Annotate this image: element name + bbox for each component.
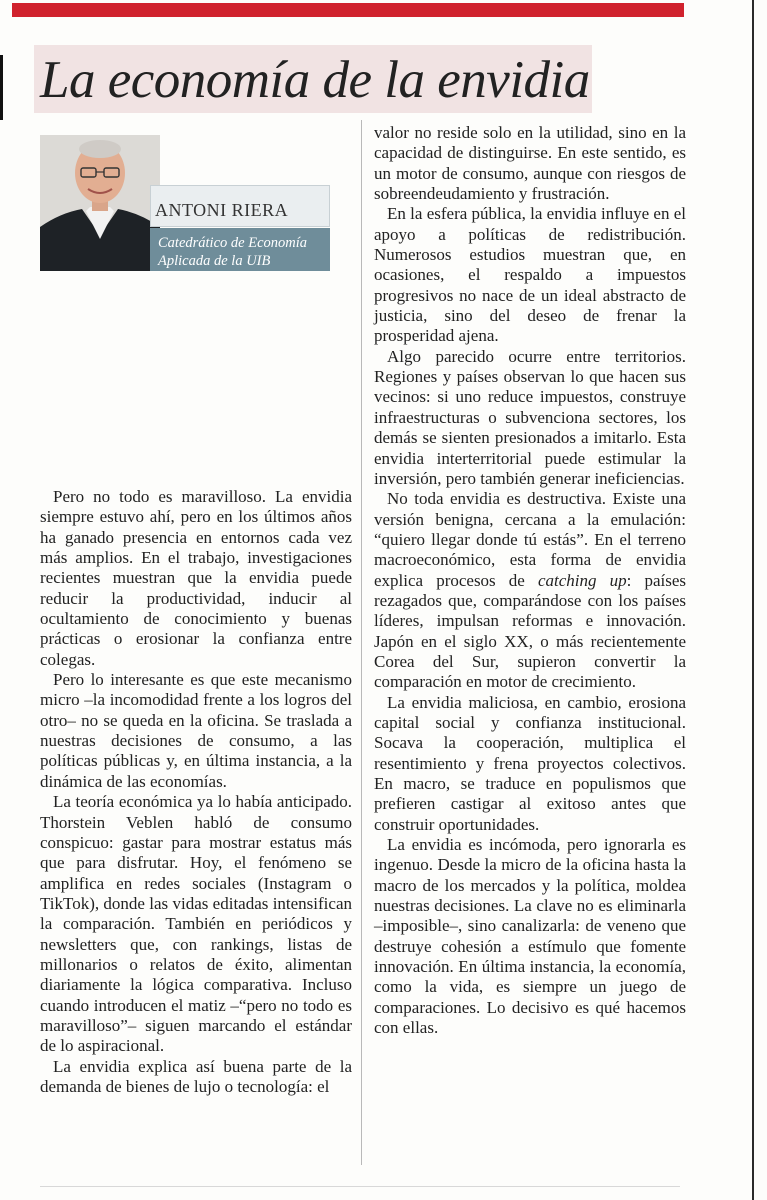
column-divider (361, 120, 362, 1165)
paragraph: La envidia explica así buena parte de la demanda de bienes de lujo o tecnología: el (40, 1056, 352, 1096)
author-role: Catedrático de Economía Aplicada de la UIB (158, 235, 308, 269)
paragraph: Pero lo interesante es que este mecanismo micro –la incomodidad frente a los logros del otro– no se queda en la oficina. Se traslada a nuestras decisiones de consumo, a las políticas públicas y, en última instancia, a la dinámica de las economías. (40, 670, 352, 791)
paragraph-benign-envy (374, 489, 686, 692)
author-photo (40, 135, 160, 271)
paragraph: La envidia maliciosa, en cambio, erosiona capital social y confianza institucional. Socava la cooperación, multiplica el resentimiento y frena proyectos colectivos. En macro, se traduce en populismos que prefieren castigar al exitoso antes que construir oportunidades. (374, 692, 686, 834)
paragraph: Algo parecido ocurre entre territorios. Regiones y países observan lo que hacen sus vecinos: si uno reduce impuestos, construye infraestructuras o subvenciona sectores, los demás se sienten presionados a imitarlo. Esta envidia interterritorial puede estimular la inversión, pero también generar ineficiencias. (374, 346, 686, 488)
paragraph: Pero no todo es maravilloso. La envidia siempre estuvo ahí, pero en los últimos años ha ganado presencia en entornos cada vez más amplios. En el trabajo, investigaciones recientes muestran que la envidia puede reducir la productividad, inducir al ocultamiento de conocimiento y buenas prácticas o erosionar la confianza entre colegas. (40, 487, 352, 669)
paragraph-text: No toda envidia es destructiva. Existe una versión benigna, cercana a la emulación: “quiero llegar donde tú estás”. En el terreno macroeconómico, esta forma de envidia explica procesos de (374, 489, 686, 590)
right-column (374, 123, 686, 1038)
page-fold-line (752, 0, 754, 1200)
paragraph: La teoría económica ya lo había anticipado. Thorstein Veblen habló de consumo conspicuo: gastar para mostrar estatus más que para disfrutar. Hoy, el fenómeno se amplifica en redes sociales (Instagram o TikTok), donde las vidas editadas intensifican la comparación. También en periódicos y newsletters que, con rankings, listas de millonarios o relatos de éxito, alimentan diariamente la lógica comparativa. Incluso cuando introducen el matiz –“pero no todo es maravilloso”– siguen marcando el estándar de lo aspiracional. (40, 792, 352, 1056)
left-column (40, 487, 352, 1097)
page-edge-marker (0, 55, 3, 120)
author-portrait-illustration (40, 135, 160, 271)
top-accent-bar (12, 3, 684, 17)
author-name: ANTONI RIERA (155, 200, 289, 220)
paragraph: En la esfera pública, la envidia influye en el apoyo a políticas de redistribución. Numerosos estudios muestran que, en ocasiones, el respaldo a impuestos progresivos no nace de un ideal abstracto de justicia, sino del deseo de frenar la prosperidad ajena. (374, 204, 686, 346)
bottom-rule (40, 1186, 680, 1187)
article-headline: La economía de la envidia (40, 51, 590, 109)
paragraph: La envidia es incómoda, pero ignorarla es ingenuo. Desde la micro de la oficina hasta la macro de los mercados y la política, moldea nuestras decisiones. La clave no es eliminarla –imposible–, sino canalizarla: de veneno que destruye cohesión a estímulo que fomente innovación. En última instancia, la economía, como la vida, es siempre un juego de comparaciones. Lo decisivo es qué hacemos con ellas. (374, 835, 686, 1038)
paragraph-text: : países rezagados que, comparándose con los países líderes, impulsan reformas e innovación. Japón en el siglo XX, o más recientemente Corea del Sur, supieron convertir la comparación en motor de crecimiento. (374, 570, 686, 692)
emphasis-term: catching up (537, 570, 627, 590)
paragraph-continuation: valor no reside solo en la utilidad, sino en la capacidad de distinguirse. En este sentido, es un motor de consumo, aunque con riesgos de sobreendeudamiento y frustración. (374, 123, 686, 204)
